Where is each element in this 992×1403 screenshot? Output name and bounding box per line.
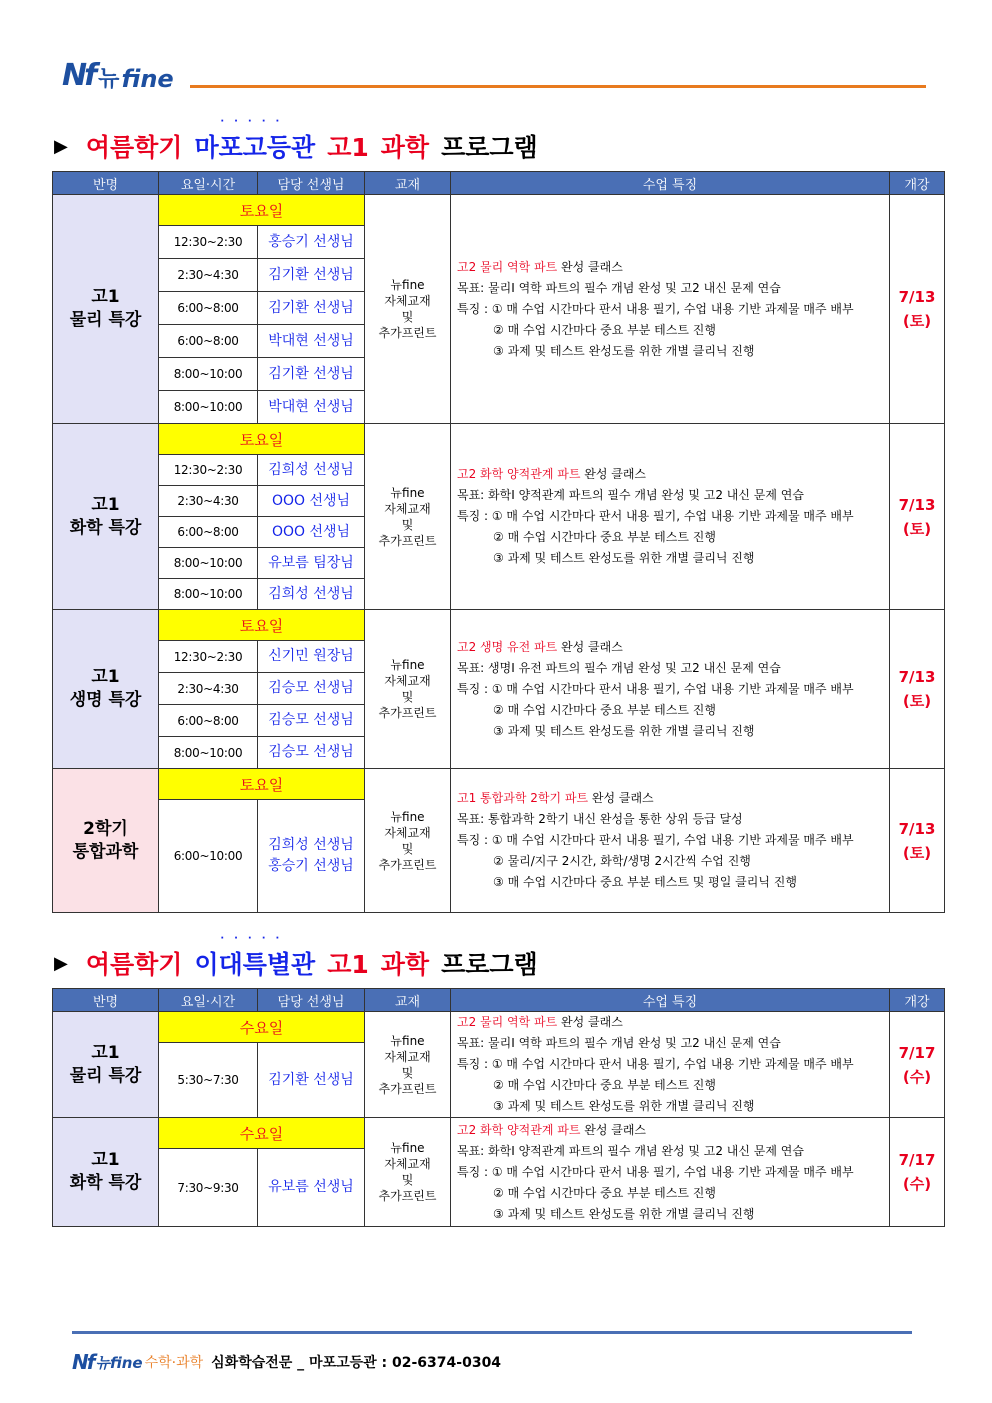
time-slot: 12:30~2:30 [159, 455, 258, 486]
time-slot: 6:00~10:00 [159, 800, 258, 913]
time-slot: 8:00~10:00 [159, 391, 258, 424]
day-label: 수요일 [159, 1118, 365, 1149]
teacher-name: 김희성 선생님 [258, 579, 365, 610]
footer-rule [72, 1331, 912, 1334]
time-slot: 5:30~7:30 [159, 1043, 258, 1118]
time-slot: 8:00~10:00 [159, 737, 258, 769]
teacher-name: 김승모 선생님 [258, 705, 365, 737]
footer-subjects: 수학·과학 [144, 1355, 204, 1371]
footer-logo-mark: Nf [72, 1350, 94, 1374]
logo-ko: 뉴 [98, 67, 120, 92]
time-slot: 12:30~2:30 [159, 641, 258, 673]
header-class: 반명 [53, 172, 159, 195]
day-label: 토요일 [159, 195, 365, 226]
time-slot: 2:30~4:30 [159, 486, 258, 517]
time-slot: 8:00~10:00 [159, 358, 258, 391]
open-date: 7/13 (토) [890, 610, 945, 769]
teacher-name: 김승모 선생님 [258, 737, 365, 769]
open-date: 7/13 (토) [890, 195, 945, 424]
teacher-name: 박대현 선생님 [258, 325, 365, 358]
class-description: 고2 생명 유전 파트 완성 클래스 목표: 생명Ⅰ 유전 파트의 필수 개념 완성 및 고2 내신 문제 연습 특징 : ① 매 수업 시간마다 판서 내용 필기, 수업 내용 기반 과제물 매주 배부 ② 매 수업 시간마다 중요 부분 테스트 진행 ③ 과제 및 테스트 완성도를 위한 개별 클리닉 진행 [451, 610, 890, 769]
teacher-name: 김승모 선생님 [258, 673, 365, 705]
header-time: 요일·시간 [159, 989, 258, 1012]
class-description: 고2 물리 역학 파트 완성 클래스 목표: 물리Ⅰ 역학 파트의 필수 개념 완성 및 고2 내신 문제 연습 특징 : ① 매 수업 시간마다 판서 내용 필기, 수업 내용 기반 과제물 매주 배부 ② 매 수업 시간마다 중요 부분 테스트 진행 ③ 과제 및 테스트 완성도를 위한 개별 클리닉 진행 [451, 195, 890, 424]
teacher-name: 김기환 선생님 [258, 259, 365, 292]
table-row [53, 769, 945, 800]
table-row [53, 424, 945, 455]
time-slot: 7:30~9:30 [159, 1149, 258, 1227]
triangle-bullet-icon: ▶ [54, 135, 68, 157]
logo-en: fine [121, 65, 174, 93]
logo-mark: Nf [62, 58, 95, 93]
time-slot: 8:00~10:00 [159, 548, 258, 579]
class-name: 고1 물리 특강 [53, 195, 159, 424]
time-slot: 2:30~4:30 [159, 673, 258, 705]
teacher-name: 유보름 팀장님 [258, 548, 365, 579]
header-time: 요일·시간 [159, 172, 258, 195]
class-name: 고1 물리 특강 [53, 1012, 159, 1118]
table-row [53, 195, 945, 226]
teacher-name: OOO 선생님 [258, 517, 365, 548]
footer-contact: 심화학습전문 _ 마포고등관 : 02-6374-0304 [211, 1355, 502, 1371]
teacher-name: 유보름 선생님 [258, 1149, 365, 1227]
header-teacher: 담당 선생님 [258, 172, 365, 195]
footer [72, 1350, 501, 1374]
header-open: 개강 [890, 172, 945, 195]
table-header-row [53, 172, 945, 195]
class-name: 2학기 통합과학 [53, 769, 159, 913]
textbook: 뉴fine 자체교재 및 추가프린트 [365, 195, 451, 424]
class-description: 고2 화학 양적관계 파트 완성 클래스 목표: 화학Ⅰ 양적관계 파트의 필수 개념 완성 및 고2 내신 문제 연습 특징 : ① 매 수업 시간마다 판서 내용 필기, 수업 내용 기반 과제물 매주 배부 ② 매 수업 시간마다 중요 부분 테스트 진행 ③ 과제 및 테스트 완성도를 위한 개별 클리닉 진행 [451, 424, 890, 610]
class-description: 고1 통합과학 2학기 파트 완성 클래스 목표: 통합과학 2학기 내신 완성을 통한 상위 등급 달성 특징 : ① 매 수업 시간마다 판서 내용 필기, 수업 내용 기반 과제물 매주 배부 ② 물리/지구 2시간, 화학/생명 2시간씩 수업 진행 ③ 매 수업 시간마다 중요 부분 테스트 및 평일 클리닉 진행 [451, 769, 890, 913]
day-label: 수요일 [159, 1012, 365, 1043]
schedule-table-mapo [52, 171, 945, 913]
header-open: 개강 [890, 989, 945, 1012]
header-feature: 수업 특징 [451, 172, 890, 195]
footer-brand: 뉴fine [95, 1353, 143, 1372]
time-slot: 8:00~10:00 [159, 579, 258, 610]
textbook: 뉴fine 자체교재 및 추가프린트 [365, 1012, 451, 1118]
time-slot: 12:30~2:30 [159, 226, 258, 259]
brand-logo [62, 58, 174, 93]
triangle-bullet-icon: ▶ [54, 952, 68, 974]
time-slot: 6:00~8:00 [159, 705, 258, 737]
textbook: 뉴fine 자체교재 및 추가프린트 [365, 769, 451, 913]
time-slot: 6:00~8:00 [159, 325, 258, 358]
table-row [53, 1012, 945, 1043]
header-teacher: 담당 선생님 [258, 989, 365, 1012]
time-slot: 2:30~4:30 [159, 259, 258, 292]
class-description: 고2 화학 양적관계 파트 완성 클래스 목표: 화학Ⅰ 양적관계 파트의 필수 개념 완성 및 고2 내신 문제 연습 특징 : ① 매 수업 시간마다 판서 내용 필기, 수업 내용 기반 과제물 매주 배부 ② 매 수업 시간마다 중요 부분 테스트 진행 ③ 과제 및 테스트 완성도를 위한 개별 클리닉 진행 [451, 1118, 890, 1227]
teacher-name: 박대현 선생님 [258, 391, 365, 424]
time-slot: 6:00~8:00 [159, 517, 258, 548]
class-name: 고1 화학 특강 [53, 424, 159, 610]
section-title-mapo: ▶ 여름학기 ····· 마포고등관 고1 과학 프로그램 [54, 116, 538, 162]
teacher-name: 신기민 원장님 [258, 641, 365, 673]
teacher-name: 김희성 선생님 홍승기 선생님 [258, 800, 365, 913]
open-date: 7/13 (토) [890, 769, 945, 913]
open-date: 7/17 (수) [890, 1118, 945, 1227]
day-label: 토요일 [159, 424, 365, 455]
open-date: 7/17 (수) [890, 1012, 945, 1118]
header-book: 교재 [365, 989, 451, 1012]
header-class: 반명 [53, 989, 159, 1012]
teacher-name: 김기환 선생님 [258, 358, 365, 391]
header-book: 교재 [365, 172, 451, 195]
section-title-idae: ▶ 여름학기 ····· 이대특별관 고1 과학 프로그램 [54, 933, 538, 979]
teacher-name: OOO 선생님 [258, 486, 365, 517]
teacher-name: 김기환 선생님 [258, 1043, 365, 1118]
day-label: 토요일 [159, 769, 365, 800]
textbook: 뉴fine 자체교재 및 추가프린트 [365, 1118, 451, 1227]
class-name: 고1 생명 특강 [53, 610, 159, 769]
teacher-name: 김희성 선생님 [258, 455, 365, 486]
header-feature: 수업 특징 [451, 989, 890, 1012]
textbook: 뉴fine 자체교재 및 추가프린트 [365, 610, 451, 769]
table-header-row [53, 989, 945, 1012]
teacher-name: 김기환 선생님 [258, 292, 365, 325]
table-row [53, 610, 945, 641]
header-rule [190, 85, 926, 88]
open-date: 7/13 (토) [890, 424, 945, 610]
class-name: 고1 화학 특강 [53, 1118, 159, 1227]
time-slot: 6:00~8:00 [159, 292, 258, 325]
day-label: 토요일 [159, 610, 365, 641]
table-row [53, 1118, 945, 1149]
class-description: 고2 물리 역학 파트 완성 클래스 목표: 물리Ⅰ 역학 파트의 필수 개념 완성 및 고2 내신 문제 연습 특징 : ① 매 수업 시간마다 판서 내용 필기, 수업 내용 기반 과제물 매주 배부 ② 매 수업 시간마다 중요 부분 테스트 진행 ③ 과제 및 테스트 완성도를 위한 개별 클리닉 진행 [451, 1012, 890, 1118]
teacher-name: 홍승기 선생님 [258, 226, 365, 259]
textbook: 뉴fine 자체교재 및 추가프린트 [365, 424, 451, 610]
schedule-table-idae [52, 988, 945, 1227]
